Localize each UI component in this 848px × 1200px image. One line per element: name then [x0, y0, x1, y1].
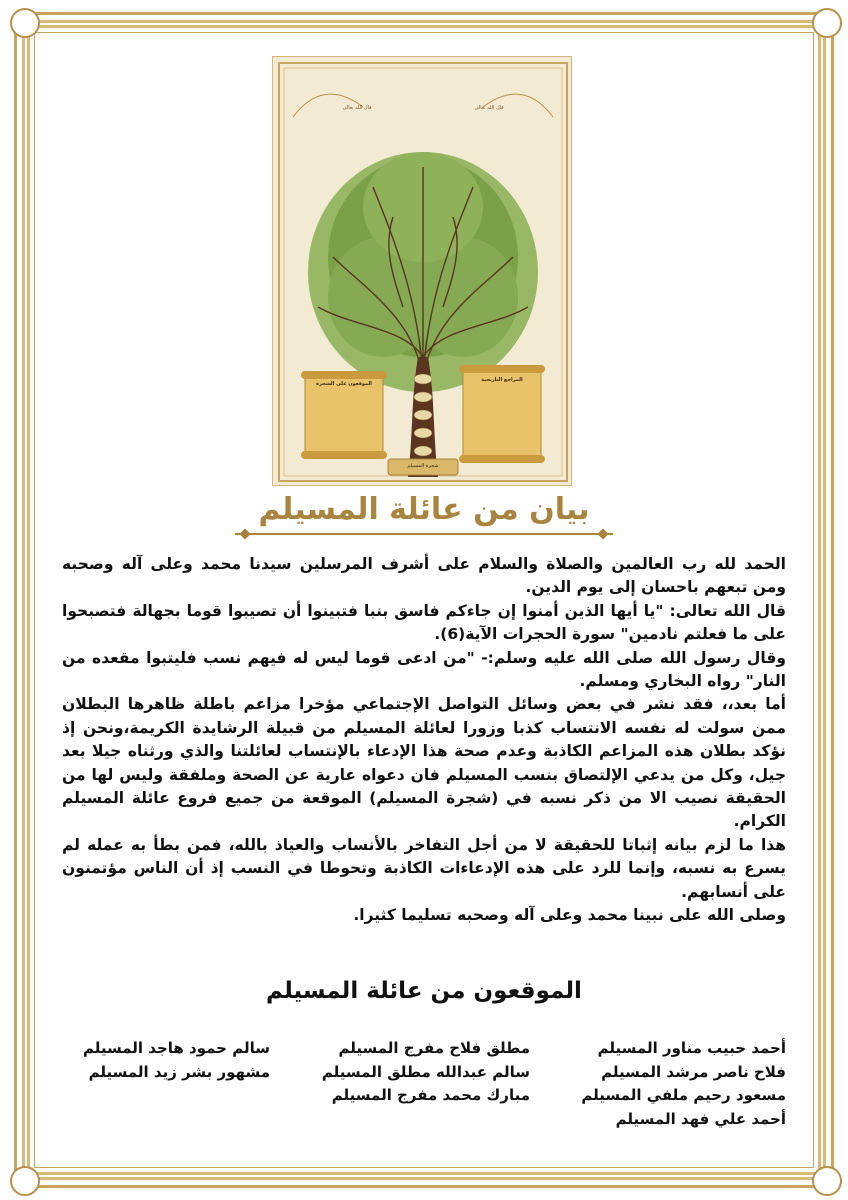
- signers-column-middle: [322, 1037, 530, 1108]
- signer-name: أحمد علي فهد المسيلم: [615, 1109, 786, 1128]
- signer-name: مبارك محمد مفرج المسيلم: [331, 1086, 530, 1104]
- signers-column-right: [581, 1037, 786, 1131]
- paragraph: وقال رسول الله صلى الله عليه وسلم:- "من ادعى قوما ليس له فيهم نسب فليتبوا مقعده من النار" رواه البخاري ومسلم.: [62, 648, 786, 691]
- paragraph: الحمد لله رب العالمين والصلاة والسلام على أشرف المرسلين سيدنا محمد وعلى آله وصحبه ومن تبعهم باحسان إلى يوم الدين.: [62, 555, 786, 597]
- signer-name: مطلق فلاح مفرج المسيلم: [338, 1039, 530, 1057]
- paragraph: أما بعد،، فقد نشر في بعض وسائل التواصل الإجتماعي مؤخرا مزاعم باطلة ظاهرها البطلان ممن سولت له نفسه الانتساب كذبا وزورا لعائلة المسيلم من قبيلة الرشايدة الكريمة،ونحن إذ نؤكد بطلان هذه المزاعم الكاذبة وعدم صحة هذا الإدعاء بالإنتساب لعائلتنا والذي ورثناه جيلا بعد جيل، وكل من يدعي الإلتصاق بنسب المسيلم فان دعواه عارية عن الصحة وملفقة وليس لها من الحقيقة نصيب الا من ذكر نسبه في (شجرة المسيلم) الموقعة من جميع فروع عائلة المسيلم الكرام.: [62, 695, 786, 831]
- poster-top-left-verse: قال الله تعالى: [342, 105, 372, 111]
- corner-ornament-icon: [10, 8, 40, 38]
- signer-name: سالم عبدالله مطلق المسيلم: [321, 1062, 530, 1081]
- corner-ornament-icon: [812, 8, 842, 38]
- page-title: بيان من عائلة المسيلم: [235, 492, 614, 535]
- paragraph: هذا ما لزم بيانه إثباتا للحقيقة لا من أجل التفاخر بالأنساب والعياذ بالله، فمن بطأ به عمله لم يسرع به نسبه، وإنما للرد على هذه الإدعاءات الكاذبة وتحوطا في النسب إذ أن الناس مؤتمنون على أنسابهم.: [62, 835, 786, 901]
- corner-ornament-icon: [10, 1166, 40, 1196]
- tree-base-label: شجرة المسيلم: [407, 463, 439, 469]
- statement-body: [62, 553, 786, 928]
- signer-name: أحمد حبيب مناور المسيلم: [597, 1039, 786, 1057]
- poster-top-right-verse: قال الله تعالى: [474, 105, 504, 111]
- signer-name: فلاح ناصر مرشد المسيلم: [601, 1062, 786, 1081]
- signer-name: سالم حمود هاجد المسيلم: [82, 1039, 270, 1057]
- signers-column-left: [83, 1037, 270, 1084]
- signer-name: مسعود رحيم ملفي المسيلم: [581, 1086, 786, 1104]
- right-scroll-title: المراجع التاريخية: [481, 377, 523, 383]
- family-tree-illustration: [273, 57, 572, 486]
- signers-heading: الموقعون من عائلة المسيلم: [266, 978, 582, 1004]
- family-tree-poster: [272, 56, 572, 486]
- paragraph: وصلى الله على نبينا محمد وعلى آله وصحبه تسليما كثيرا.: [353, 906, 786, 925]
- paragraph: قال الله تعالى: "يا أيها الذين أمنوا إن جاءكم فاسق بنبا فتبينوا أن تصيبوا قوما بجهالة فتصبحوا على ما فعلتم نادمين" سورة الحجرات الآية(6).: [62, 601, 786, 644]
- signer-name: مشهور بشر زيد المسيلم: [88, 1062, 270, 1081]
- left-scroll-title: الموقعون على الشجرة: [316, 381, 372, 387]
- corner-ornament-icon: [812, 1166, 842, 1196]
